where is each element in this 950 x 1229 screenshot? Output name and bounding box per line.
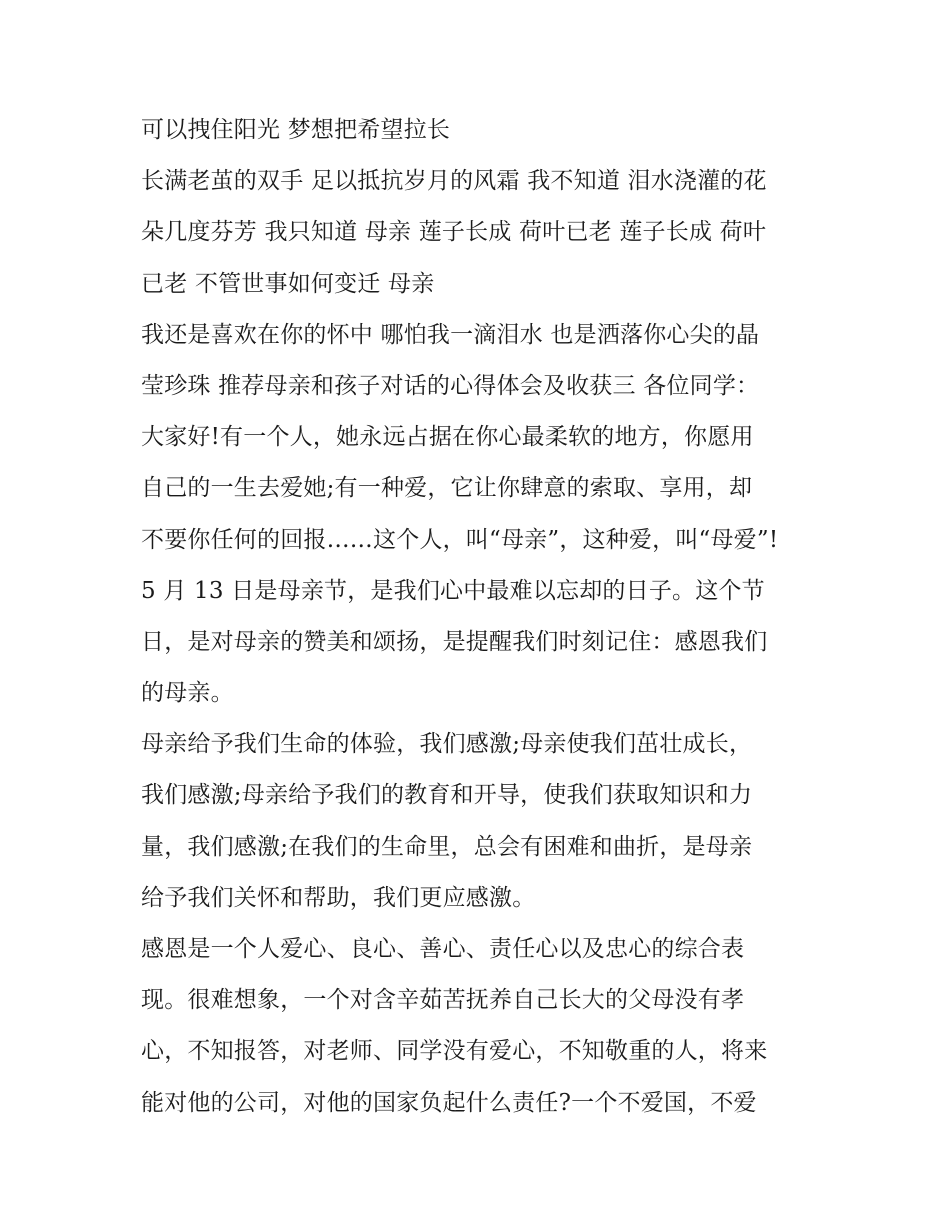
text-line: 母亲给予我们生命的体验，我们感激;母亲使我们茁壮成长， (141, 731, 753, 758)
text-line: 我还是喜欢在你的怀中 哪怕我一滴泪水 也是洒落你心尖的晶 (141, 321, 760, 348)
text-line: 的母亲。 (141, 680, 234, 707)
text-line: 量，我们感激;在我们的生命里，总会有困难和曲折，是母亲 (141, 833, 753, 860)
text-line: 可以拽住阳光 梦想把希望拉长 (141, 117, 451, 143)
text-line: 给予我们关怀和帮助，我们更应感激。 (141, 884, 536, 911)
text-line: 5 月 13 日是母亲节，是我们心中最难以忘却的日子。这个节 (141, 577, 765, 604)
text-line: 现。很难想象，一个对含辛茹苦抚养自己长大的父母没有孝 (141, 987, 745, 1014)
text-line: 心，不知报答，对老师、同学没有爱心，不知敬重的人，将来 (141, 1038, 768, 1065)
text-line: 我们感激;母亲给予我们的教育和开导，使我们获取知识和力 (141, 782, 753, 809)
text-line: 能对他的公司，对他的国家负起什么责任?一个不爱国，不爱 (141, 1089, 757, 1116)
text-line: 长满老茧的双手 足以抵抗岁月的风霜 我不知道 泪水浇灌的花 (141, 168, 767, 195)
text-line: 莹珍珠 推荐母亲和孩子对话的心得体会及收获三 各位同学： (141, 372, 760, 399)
text-line: 日，是对母亲的赞美和颂扬，是提醒我们时刻记住：感恩我们 (141, 628, 768, 655)
text-line: 不要你任何的回报……这个人，叫“母亲”，这种爱，叫“母爱”! (141, 526, 779, 553)
text-line: 感恩是一个人爱心、良心、善心、责任心以及忠心的综合表 (141, 936, 745, 962)
text-line: 大家好!有一个人，她永远占据在你心最柔软的地方，你愿用 (141, 424, 754, 451)
text-line: 朵几度芬芳 我只知道 母亲 莲子长成 荷叶已老 莲子长成 荷叶 (141, 219, 767, 246)
text-line: 已老 不管世事如何变迁 母亲 (141, 270, 435, 297)
document-body (141, 110, 821, 1134)
text-line: 自己的一生去爱她;有一种爱，它让你肆意的索取、享用，却 (141, 475, 753, 502)
